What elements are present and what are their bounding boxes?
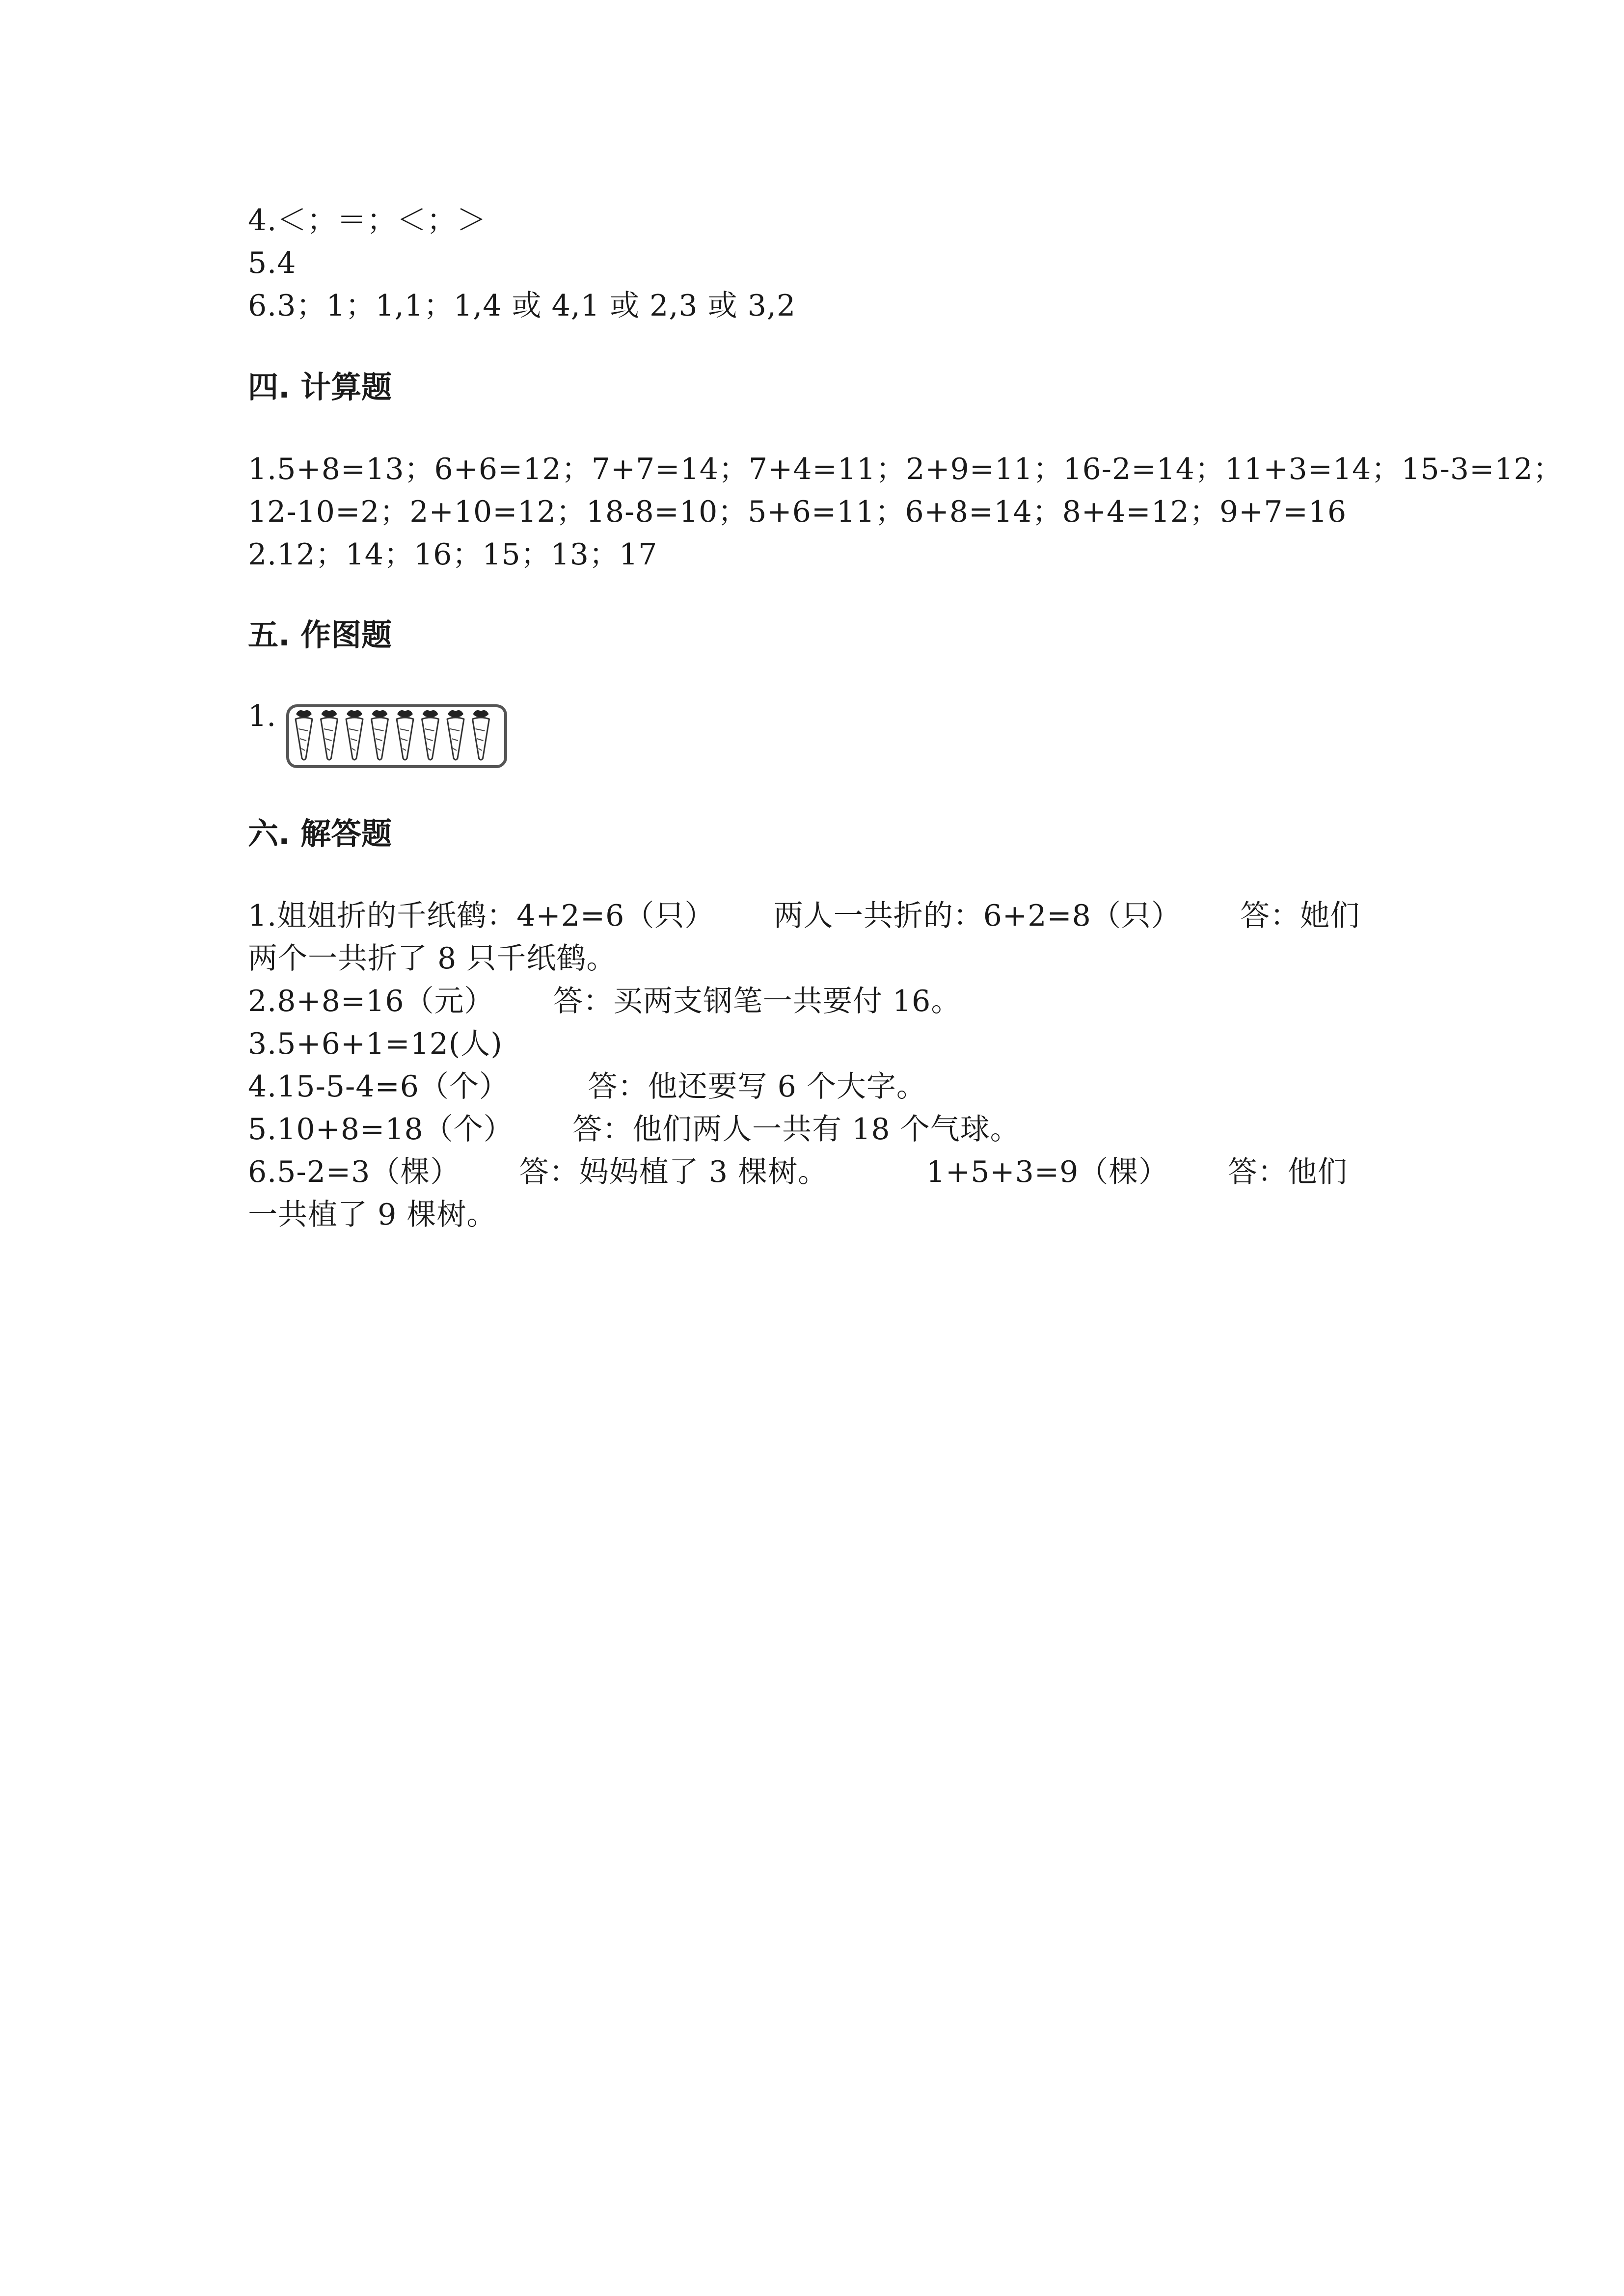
carrot-icon <box>473 710 489 760</box>
sec6-answer-4: 4.15-5-4=6（个） 答：他还要写 6 个大字。 <box>248 1069 926 1104</box>
sec4-answer-1a: 1.5+8=13；6+6=12；7+7=14；7+4=11；2+9=11；16-2=14；11+3=14；15-3=12； <box>248 452 1563 486</box>
sec6-answer-1a: 1.姐姐折的千纸鹤：4+2=6（只） 两人一共折的：6+2=8（只） 答：她们 <box>248 899 1360 933</box>
carrot-icon <box>397 710 413 760</box>
sec3-answer-5: 5.4 <box>248 246 297 280</box>
sec3-answer-6: 6.3；1；1,1；1,4 或 4,1 或 2,3 或 3,2 <box>248 289 796 323</box>
section-heading-word-problems: 六. 解答题 <box>248 816 392 852</box>
sec6-answer-6a: 6.5-2=3（棵） 答：妈妈植了 3 棵树。 1+5+3=9（棵） 答：他们 <box>248 1155 1348 1189</box>
sec6-answer-6b: 一共植了 9 棵树。 <box>248 1198 497 1232</box>
sec6-answer-1b: 两个一共折了 8 只千纸鹤。 <box>248 941 617 976</box>
section-heading-drawing: 五. 作图题 <box>248 617 392 653</box>
carrot-icon <box>372 710 388 760</box>
carrot-icon <box>321 710 338 760</box>
carrot-row <box>289 707 504 765</box>
sec6-answer-5: 5.10+8=18（个） 答：他们两人一共有 18 个气球。 <box>248 1112 1020 1147</box>
sec5-item-label: 1. <box>248 699 276 733</box>
section-heading-calculation: 四. 计算题 <box>248 369 392 405</box>
sec6-answer-2: 2.8+8=16（元） 答：买两支钢笔一共要付 16。 <box>248 984 961 1018</box>
sec4-answer-2: 2.12；14；16；15；13；17 <box>248 537 658 572</box>
carrot-icon <box>346 710 363 760</box>
carrot-figure <box>286 704 507 768</box>
carrot-icon <box>422 710 439 760</box>
sec6-answer-3: 3.5+6+1=12(人) <box>248 1027 503 1061</box>
carrot-icon <box>296 710 312 760</box>
carrot-icon <box>447 710 464 760</box>
sec3-answer-4: 4.＜；＝；＜；＞ <box>248 203 487 238</box>
sec4-answer-1b: 12-10=2；2+10=12；18-8=10；5+6=11；6+8=14；8+4=12；9+7=16 <box>248 495 1347 529</box>
